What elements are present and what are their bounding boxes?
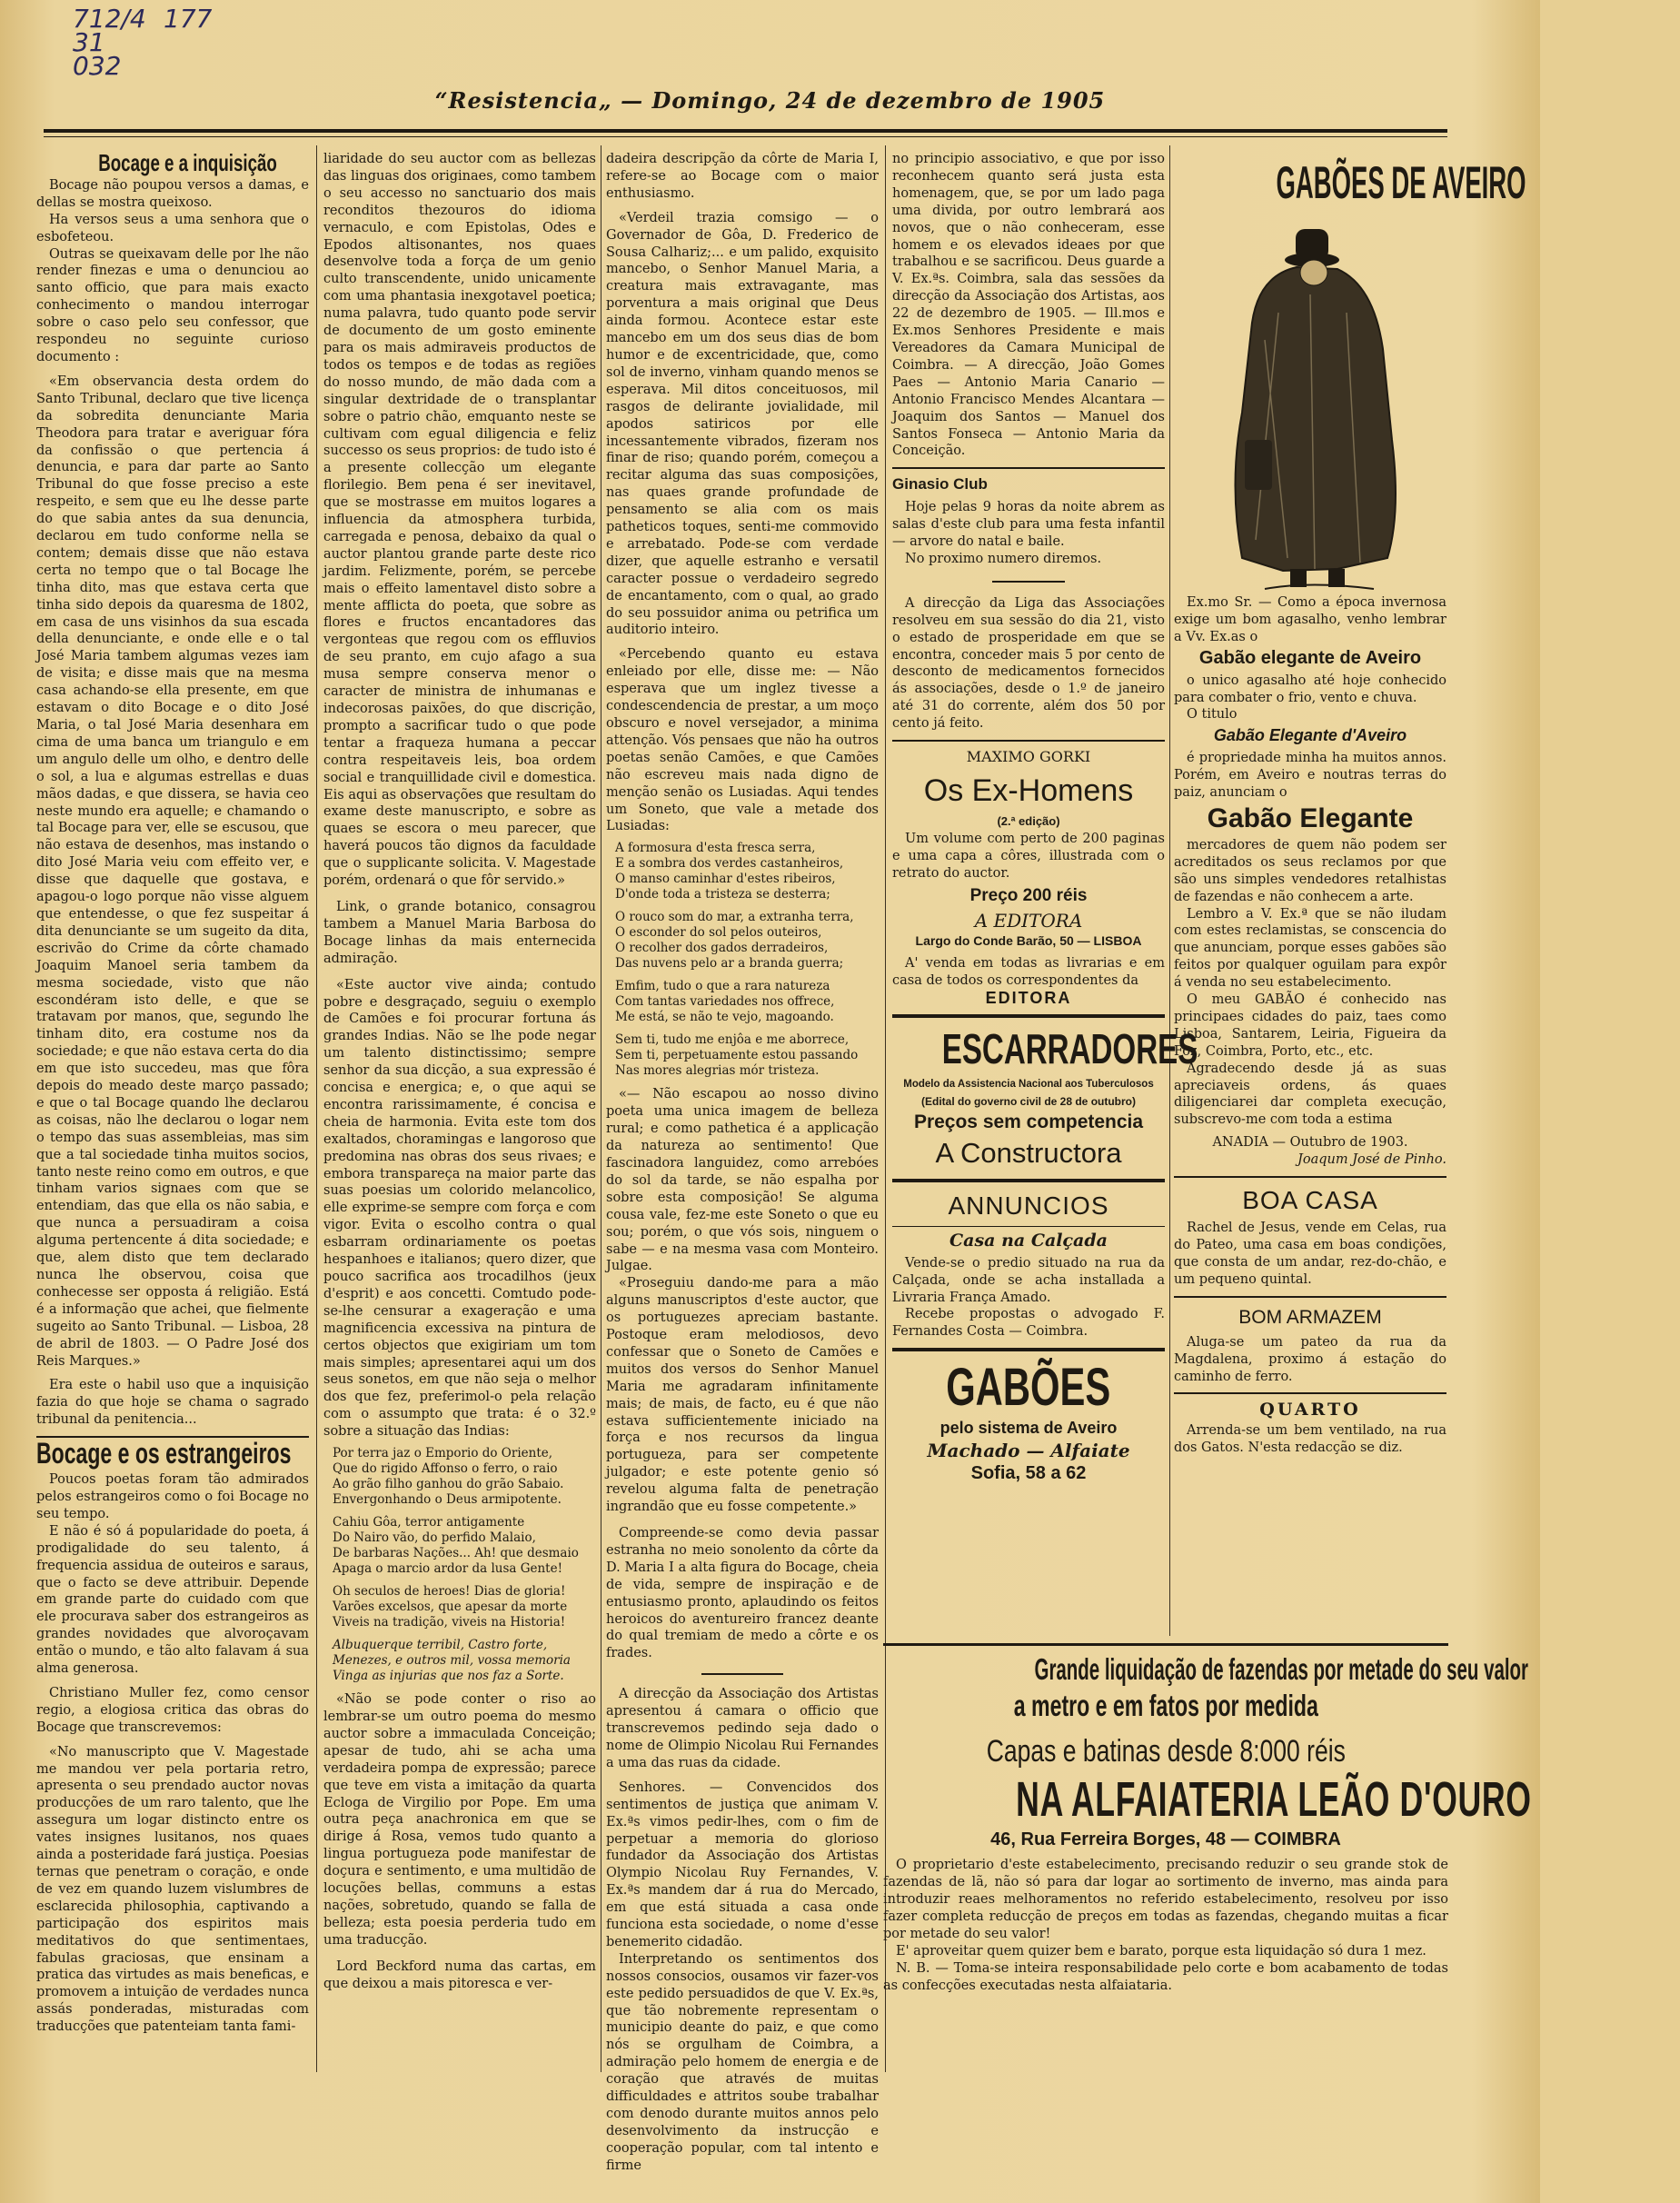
- verse-line: Por terra jaz o Emporio do Oriente,: [333, 1446, 553, 1461]
- verse-line: A formosura d'esta fresca serra,: [615, 841, 816, 856]
- ad-subtitle: Gabão Elegante d'Aveiro: [1213, 726, 1407, 745]
- ad-offer: Capas e batinas desde 8:000 réis: [986, 1734, 1346, 1769]
- paragraph: mercadores de quem não podem ser acreditados os seus reclamos por que são uns simples vendedores retalhistas de fazendas e não conhecem a arte.: [1174, 837, 1446, 904]
- separator: [1174, 1176, 1446, 1178]
- paragraph: Um volume com perto de 200 paginas e uma capa a côres, illustrada com o retrato do auctor.: [892, 831, 1165, 881]
- archive-note-line: 31: [73, 27, 105, 57]
- paragraph: «— Não escapou ao nosso divino poeta uma unica imagem de belleza rural; e como pathetica é a applicação da natureza ao sentimento! Que fascinadora languidez, como arrebóes do sol da tarde, se não espalha por sobre esta composição! Se alguma cousa vale, fez-me este Soneto o que eu sou; porém, o que vós sois, ninguem o sabe — e na mesma vasa com Monteiro. Julgae.: [606, 1087, 879, 1274]
- paragraph: Vende-se o predio situado na rua da Calçada, onde se acha installada a Livraria França Amado.: [892, 1255, 1165, 1305]
- ad-subtitle: Modelo da Assistencia Nacional aos Tuberculosos: [903, 1079, 1154, 1091]
- sonnet: [333, 1446, 596, 1684]
- paragraph: Link, o grande botanico, consagrou tambem a Manuel Maria Barbosa do Bocage linhas da mais enternecida admiração.: [323, 899, 596, 966]
- ad-author: MAXIMO GORKI: [966, 748, 1091, 766]
- paragraph: Rachel de Jesus, vende em Celas, rua do Pateo, uma casa em boas condições, que consta de um andar, rez-do-chão, e um pequeno quintal.: [1174, 1221, 1446, 1287]
- paragraph: «No manuscripto que V. Magestade me mandou ver pela portaria retro, apresenta o seu prendado auctor novas producções de um raro talento, que lhe assegura um logar distincto entre os vates insignes lusitanos, nos quaes ainda a posteridade fará justiça. Poesias ternas que penetram o coração, e onde de vez em quando luzem vislumbres de esclarecida philosophia, captivando a participação dos espiritos mais meditativos do que sentimentaes, fabulas graciosas, que ensinam a pratica das virtudes as mais beneficas, e promovem a intuição de verdades nunca assás ponderadas, misturadas com traducções que patenteiam tanta fami-: [36, 1744, 309, 2035]
- paragraph: Outras se queixavam delle por lhe não render finezas e uma o denunciou ao santo officio, que para mais exacto conhecimento o mandou interrogar sobre o caso pelo seu confessor, que respondeu no seguinte curioso documento :: [36, 246, 309, 364]
- ad-title: BOA CASA: [1242, 1186, 1378, 1215]
- ad-edition: (2.ª edição): [997, 814, 1060, 828]
- paragraph: Arrenda-se um bem ventilado, na rua dos Gatos. N'esta redacção se diz.: [1174, 1423, 1446, 1456]
- ad-subtitle: pelo sistema de Aveiro: [939, 1419, 1118, 1438]
- ad-date: ANADIA — Outubro de 1903.: [1212, 1135, 1408, 1151]
- archive-note-line: 177: [164, 4, 213, 34]
- verse-line: D'onde toda a tristeza se desterra;: [615, 887, 830, 902]
- verse-line: Com tantas variedades nos offrece,: [615, 994, 835, 1010]
- ad-price: Preço 200 réis: [969, 885, 1088, 905]
- stanza: [333, 1446, 596, 1508]
- ad-publisher: A EDITORA: [974, 909, 1083, 932]
- paragraph: Lembro a V. Ex.ª que se não iludam com estes reclamistas, se conscencia do que anunciam, porque esses gabões são feitos por qualquer oguilam para expôr á venda no seu estabelecimento.: [1174, 906, 1446, 991]
- paragraph: Senhores. — Convencidos dos sentimentos de justiça que animam V. Ex.ªs vimos pedir-lhes, com o fim de perpetuar a memoria do glorioso fundador da Associação dos Artistas Olympio Nicolau Ruy Fernandes, V. Ex.ªs mandem dar á rua do Mercado, em que está situada a casa onde funciona esta sociedade, o nome d'esse benemerito cidadão.: [606, 1779, 879, 1949]
- column-2: [323, 151, 596, 2068]
- verse-line: Envergonhando o Deus armipotente.: [333, 1492, 562, 1508]
- ad-title: GABÕES DE AVEIRO: [1276, 157, 1526, 208]
- paragraph: Bocage não poupou versos a damas, e dellas se mostra queixoso.: [36, 177, 309, 210]
- verse-line: Vinga as injurias que nos faz a Sorte.: [333, 1669, 564, 1684]
- article-title: Bocage e os estrangeiros: [36, 1437, 292, 1470]
- verse-line: E a sombra dos verdes castanheiros,: [615, 856, 844, 872]
- ad-headline: a metro e em fatos por medida: [1013, 1689, 1318, 1722]
- paragraph: «Proseguiu dando-me para a mão alguns manuscriptos d'este auctor, que os portuguezes apreciam bastante. Postoque eram melodiosos, devo confessar que o Soneto de Camões e muitos dos versos do Senhor Manuel Maria me agradaram infinitamente mais; de mais, de facto, eu é que não estava sufficientemente iniciado na força e nos recursos da lingua portugueza, para ser competente julgador; e este potente genio só revelou alguma falta de penetração ingrandão que eu fosse competente.»: [606, 1276, 879, 1515]
- column-divider: [316, 145, 317, 2072]
- separator: [892, 1014, 1165, 1018]
- paragraph: E não é só á popularidade do poeta, á prodigalidade do seu talento, á frequencia assidua de outeiros e saraus, que o facto se deve attribuir. Depende em grande parte do cuidado com que ele procurava saber dos estrangeiros as grandes novidades que alvoroçavam então o mundo, e tão alto falavam á sua alma generosa.: [36, 1523, 309, 1677]
- verse-line: Varões excelsos, que apesar da morte: [333, 1600, 568, 1615]
- paragraph: Agradecendo desde já as suas apreciaveis ordens, ás quaes diligenciarei dar completa execução, subscrevo-me com toda a estima: [1174, 1061, 1446, 1128]
- paragraph: Aluga-se um pateo da rua da Magdalena, proximo á estação do caminho de ferro.: [1174, 1334, 1446, 1384]
- stanza: [615, 910, 879, 972]
- ad-publisher-name: EDITORA: [985, 989, 1072, 1008]
- man-in-cloak-illustration: [1201, 213, 1419, 594]
- paragraph: A' venda em todas as livrarias e em casa de todos os correspondentes da: [892, 956, 1165, 989]
- verse-line: Emfim, tudo o que a rara natureza: [615, 979, 830, 994]
- ad-subtitle: Gabão elegante de Aveiro: [1198, 647, 1422, 668]
- paragraph: no principio associativo, e que por isso reconhecem quanto será justa esta homenagem, que, se por um lado paga uma divida, por outro lembrará aos novos, que o não conheceram, esse homem e os elevados ideaes por que trabalhou e se sacrificou. Deus guarde a V. Ex.ªs. Coimbra, sala das sessões da direcção da Associação dos Artistas, aos 22 de dezembro de 1905. — Ill.mos e Ex.mos Senhores Presidente e mais Vereadores da Camara Municipal de Coimbra. — A direcção, João Gomes Paes — Antonio Maria Canario — Antonio Francisco Mendes Alcantara — Joaquim dos Santos — Manuel dos Santos Fonseca — Antonio Maria da Conceição.: [892, 152, 1165, 459]
- paragraph: Recebe propostas o advogado F. Fernandes Costa — Coimbra.: [892, 1307, 1165, 1340]
- stanza: [615, 1032, 879, 1079]
- ad-address: Sofia, 58 a 62: [970, 1463, 1087, 1484]
- sonnet: [615, 841, 879, 1079]
- handwritten-archive-note: [73, 4, 213, 81]
- separator: [892, 1348, 1165, 1351]
- ad-title: BOM ARMAZEM: [1238, 1306, 1382, 1328]
- ad-subtitle: Gabão Elegante: [1207, 802, 1414, 833]
- archive-note-line: 032: [73, 51, 122, 81]
- paragraph: Ex.mo Sr. — Como a época invernosa exige um bom agasalho, venho lembrar a Vv. Ex.as o: [1174, 595, 1446, 644]
- paragraph: A direcção da Liga das Associações resolveu em sua sessão do dia 21, visto o estado de prosperidade em que se encontra, conceder mais 5 por cento de desconto de medicamentos fornecidos ás associações, desde o 1.º de janeiro até 31 do corrente, além dos 50 por cento já feito.: [892, 595, 1165, 732]
- ad-signature: Joaqum José de Pinho.: [1297, 1152, 1446, 1168]
- verse-line: Sem ti, perpetuamente estou passando: [615, 1048, 859, 1063]
- paragraph: Christiano Muller fez, como censor regio, a elogiosa critica das obras do Bocage que transcrevemos:: [36, 1685, 309, 1735]
- paragraph: E' aproveitar quem quizer bem e barato, porque esta liquidação só dura 1 mez.: [896, 1944, 1427, 1959]
- paragraph: O meu GABÃO é conhecido nas principaes cidades do paiz, taes como Lisboa, Santarem, Leiria, Figueira da Foz, Coimbra, Porto, etc., etc.: [1174, 992, 1446, 1059]
- ad-headline: Grande liquidação de fazendas por metade do seu valor: [1034, 1652, 1529, 1686]
- separator: [892, 740, 1165, 742]
- stanza: [615, 841, 879, 902]
- paragraph: A direcção da Associação dos Artistas apresentou á camara o officio que transcrevemos pedindo seja dado o nome de Olimpio Nicolau Rui Fernandes a uma das ruas da cidade.: [606, 1687, 879, 1770]
- column-1: [36, 151, 309, 2068]
- article-title: Bocage e a inquisição: [98, 149, 277, 176]
- verse-line: O recolher dos gados derradeiros,: [615, 941, 829, 956]
- paragraph: Era este o habil uso que a inquisição fazia do que hoje se chama o sagrado tribunal da penitencia...: [36, 1378, 309, 1428]
- ad-maker: Machado — Alfaiate: [927, 1440, 1130, 1462]
- verse-line: Menezes, e outros mil, vossa memoria: [333, 1653, 571, 1669]
- ad-title: GABÕES: [946, 1358, 1111, 1418]
- paragraph: O titulo: [1187, 707, 1238, 723]
- ad-address: 46, Rua Ferreira Borges, 48 — COIMBRA: [990, 1829, 1341, 1849]
- verse-line: O esconder do sol pelos outeiros,: [615, 925, 822, 941]
- verse-line: De barbaras Nações... Ah! que desmaio: [333, 1546, 579, 1561]
- column-3: [606, 151, 879, 2173]
- archive-note-line: 712/4: [73, 4, 146, 34]
- paragraph: dadeira descripção da côrte de Maria I, refere-se ao Bocage com o maior enthusiasmo.: [606, 152, 879, 201]
- verse-line: Viveis na tradição, viveis na Historia!: [333, 1615, 566, 1630]
- paragraph: «Este auctor vive ainda; contudo pobre e desgraçado, seguiu o exemplo de Camões e foi procurar fortuna ás grandes Indias. Não se lhe pode negar um talento distinctissimo; sempre senhor da sua dicção, a sua expressão é concisa e energica; e, o que aqui se encontra rarissimamente, é concisa e cheia de harmonia. Evita este tom dos exaltados, choramingas e langoroso que predomina nas obras dos seus rivaes; e embora transpareça na maior parte das suas poesias um colorido melancolico, elle exprime-se sempre com força e com vigor. Evita o escolho contra o qual esbarram ordinariamente os poetas hespanhoes e italianos; quero dizer, que pouco sacrifica aos trocadilhos (jeux d'esprit) e aos concetti. Comtudo pode-se-lhe censurar a exageração e uma magnificencia excessiva na pintura de certos objectos que exigiriam um tom mais simples; apresentarei aqui um dos seus sonetos, em que não seja o melhor dos que fez, preferimol-o pela relação com o assumpto que trata: é o 32.º sobre a situação das Indias:: [323, 977, 596, 1440]
- paragraph: «Verdeil trazia comsigo — o Governador de Gôa, D. Frederico de Sousa Calhariz;... e um palido, exquisito mancebo, o Senhor Manuel Maria, a creatura mais extravagante, mas porventura a mais original que Deus ainda formou. Acontece estar este mancebo em um dos seus dias de bom humor e de excentricidade, que, como sol de inverno, vinham quando menos se esperava. Mil ditos conceituosos, mil rasgos de delirante jovialidade, mil apodos satiricos por elle incessantemente vibrados, fizeram nos finar de riso; quando porém, começou a recitar alguma das suas composições, nas quaes grande profundade de pensamento se alia com os mais patheticos toques, senti-me commovido e arrebatado. Pode-se com verdade dizer, que aquelle estranho e versatil caracter possue o verdadeiro segredo de encantamento, com o qual, ao grado do seu possuidor anima ou petrifica um auditorio inteiro.: [606, 210, 879, 638]
- paragraph: Compreende-se como devia passar estranha no meio sonolento da côrte da D. Maria I a alta figura do Bocage, cheia de vida, sempre de inspiração e de entusiasmo pronto, aplaudindo os feitos heroicos do aventureiro francez deante do qual tremiam de medo a côrte e os frades.: [606, 1526, 879, 1661]
- ad-store: A Constructora: [935, 1136, 1122, 1169]
- section-title: Ginasio Club: [892, 475, 988, 493]
- paragraph: Poucos poetas foram tão admirados pelos estrangeiros como o foi Bocage no seu tempo.: [36, 1472, 309, 1521]
- separator: [892, 1226, 1165, 1227]
- stanza: [333, 1515, 596, 1577]
- separator: [892, 1179, 1165, 1182]
- paragraph: é propriedade minha ha muitos annos. Porém, em Aveiro e noutras terras do paiz, anunciam o: [1174, 751, 1446, 801]
- stanza: [333, 1638, 596, 1684]
- verse-line: Das nuvens pelo ar a branda guerra;: [615, 956, 844, 972]
- paragraph: N. B. — Toma-se inteira responsabilidade pelo corte e bom acabamento de todas as confecções executadas nesta alfaiataria.: [883, 1961, 1448, 1993]
- header-rule: [44, 129, 1447, 133]
- ad-title: QUARTO: [1259, 1400, 1361, 1420]
- paragraph: «Percebendo quanto eu estava enleiado por elle, disse me: — Não esperava que um inglez tivesse a condescendencia de prestar, a um moço obscuro e novel versejador, a minima attenção. Vós pensaes que não ha outros poetas senão Camões, e que Camões não escreveu mais nada digno de menção senão os Lusiadas. Aqui tendes um Soneto, que vale a metade dos Lusiadas:: [606, 647, 879, 834]
- verse-line: Que do rigido Affonso o ferro, o raio: [333, 1461, 558, 1477]
- ad-price: Preços sem competencia: [913, 1111, 1144, 1132]
- separator: [883, 1643, 1448, 1646]
- alfaiateria-advertisement: [883, 1643, 1532, 1995]
- stanza: [333, 1584, 596, 1630]
- paragraph: O proprietario d'este estabelecimento, precisando reduzir o seu grande stok de fazendas de lã, não só para dar logar ao sortimento de inverno, mas ainda para introduzir reaes melhoramentos no referido estabelecimento, resolveu por isso fazer completa reducção de preços em todas as fazendas, chegando muitas a ficar por metade do seu valor!: [883, 1858, 1448, 1941]
- ad-store-name: NA ALFAIATERIA LEÃO D'OURO: [1016, 1772, 1532, 1827]
- page-header: “Resistencia„ — Domingo, 24 de dezembro de 1905: [434, 87, 1106, 114]
- paragraph: Interpretando os sentimentos dos nossos consocios, ousamos vir fazer-vos este pedido persuadidos de que V. Ex.ªs, que tão nobremente representam o municipio deante do paiz, e que como nós se orgulham de Coimbra, a admiração pelo homem de energia e de coração que através de muitas difficuldades e attritos soube trabalhar com denodo durante muitos annos pelo desenvolvimento da instrucção e cooperação popular, com tal intento e firme: [606, 1951, 879, 2173]
- verse-line: O rouco som do mar, a extranha terra,: [615, 910, 854, 925]
- separator: [892, 467, 1165, 469]
- verse-line: Ao grão filho ganhou do grão Sabaio.: [333, 1477, 564, 1492]
- verse-line: Nas mores alegrias mór tristeza.: [615, 1063, 820, 1079]
- ad-title: Casa na Calçada: [949, 1230, 1108, 1251]
- separator: [992, 581, 1065, 583]
- paragraph: Lord Beckford numa das cartas, em que deixou a mais pitoresca e ver-: [323, 1959, 596, 1991]
- section-title: ANNUNCIOS: [948, 1191, 1109, 1220]
- ad-book-title: Os Ex-Homens: [923, 773, 1134, 808]
- verse-line: Cahiu Gôa, terror antigamente: [333, 1515, 525, 1530]
- separator: [701, 1673, 783, 1675]
- verse-line: O manso caminhar d'estes ribeiros,: [615, 872, 836, 887]
- paragraph: «Não se pode conter o riso ao lembrar-se um outro poema do mesmo auctor sobre a immaculada Conceição; apesar de tudo, ahi se acha uma verdadeira pompa de expressão; parece que teve em vista a imitação da quarta Ecloga de Virgilio por Pope. Em uma outra peça anachronica em que se dirige á Rosa, vemos tudo quanto a lingua portugueza pode manifestar de doçura e sentimento, e uma multidão de locuções bellas, communs a estas nações, sobretudo, quando se falla de belleza; esta poesia perderia tudo em uma traducção.: [323, 1692, 596, 1948]
- ad-subtitle: (Edital do governo civil de 28 de outubro): [920, 1094, 1137, 1108]
- paragraph: No proximo numero diremos.: [905, 551, 1102, 566]
- column-divider: [1169, 145, 1170, 1636]
- header-rule-thin: [44, 136, 1447, 137]
- separator: [1174, 1296, 1446, 1298]
- verse-line: Albuquerque terribil, Castro forte,: [333, 1638, 548, 1653]
- paragraph: o unico agasalho até hoje conhecido para combater o frio, vento e chuva.: [1174, 673, 1446, 705]
- separator: [1174, 1392, 1446, 1394]
- stanza: [615, 979, 879, 1025]
- ad-title: ESCARRADORES: [941, 1025, 1198, 1073]
- ad-address: Largo do Conde Barão, 50 — LISBOA: [915, 933, 1142, 949]
- paragraph: «Em observancia desta ordem do Santo Tribunal, declaro que tive licença da sobredita denunciante Maria Theodora para tratar e averiguar fóra da confissão o que pertencia á denuncia, e para dar parte ao Santo Tribunal do que fosse preciso a este respeito, e sem que eu lhe desse parte do que sabia antes da sua denuncia, declarou em tudo conforme nella se contem; demais disse que não estava certa no tempo que o tal Bocage lhe tinha dito, mas que estava certa que tinha sido depois da quaresma de 1802, em casa de uns visinhos da sua escada della denunciante, e onde elle e o tal José Maria tambem algumas vezes iam de visita; e disse mais que na mesma casa achando-se ella presente, em que estavam o dito Bocage e o dito José Maria, o tal José Maria desenhara em cima de uma banca um triangulo e em um angulo delle um olho, e dentro delle o sol, a lua e algumas estrellas e duas mãos dadas, e que dissera, se havia ceo neste mundo era aquelle; e chamando o tal Bocage para ver, elle se escusou, que não estava de desenhos, mas instando o dito José Maria veiu com effeito ver, e disse que daquelle que gostava, e apagou-o logo porque não visse alguem que entendesse, o que fez suspeitar á dita denunciante se um sugeito da dita, escrivão do Crime da côrte chamado Joaquim Manoel seria tambem da mesma sociedade, visto que não escondéram isto delle, e que se tratavam por manos, que, segundo lhe tinham dito, era costume nos da sociedade; e que não estava certa do dia em que isto succedeu, mas que fôra depois do meado deste março passado; e que o tal Bocage quando lhe declarou as coisas, não lhe declarou o logar nem o tempo das suas assembleias, mas sim que a tal sociedade tinha muitos socios, tanto neste reino como em outros, e que tinham varios signaes com que se entendiam, das que ella os não sabia, e que nunca a persuadiram a coisa alguma pertencente á dita sociedade; e que, alem disto que tem declarado nunca lhe observou, coisa que conhecesse ser opposta á religião. Está é a informação que achei, que fielmente sugeito ao Santo Tribunal. — Lisboa, 28 de abril de 1803. — O Padre José dos Reis Marques.»: [36, 374, 309, 1369]
- paragraph: Hoje pelas 9 horas da noite abrem as salas d'este club para uma festa infantil — arvore do natal e baile.: [892, 500, 1165, 550]
- verse-line: Sem ti, tudo me enjôa e me aborrece,: [615, 1032, 850, 1048]
- paragraph: Ha versos seus a uma senhora que o esbofeteou.: [36, 212, 309, 244]
- verse-line: Me está, se não te vejo, magoando.: [615, 1010, 834, 1025]
- verse-line: Do Nairo vão, do perfido Malaio,: [333, 1530, 536, 1546]
- verse-line: Oh seculos de heroes! Dias de gloria!: [333, 1584, 566, 1600]
- verse-line: Apaga o marcio ardor da lusa Gente!: [333, 1561, 563, 1577]
- paragraph: liaridade do seu auctor com as bellezas das linguas dos originaes, como tambem o seu accesso no sanctuario dos mais reconditos thezouros do idioma vernaculo, e com Epistolas, Odes e Epodos altisonantes, nos quaes desenvolve toda a força de um genio culto transcendente, unido unicamente com uma phantasia inexgotavel poetica; numa palavra, tudo quanto pode servir de documento de um gosto eminente para os mais admiraveis productos de todos os tempos e de todas as regiões do nosso mundo, de mão dada com a singular dextridade de o transplantar sobre o patrio chão, emquanto neste se cultivam com egual diligencia e feliz successo os seus proprios: de tudo isto é a presente collecção um elegante florilegio. Bem pena é ser inevitavel, que se mostrasse em muitos logares a influencia da atmosphera turbida, carregada e penosa, debaixo da qual o auctor plantou grande parte deste rico jardim. Felizmente, porém, se percebe mais o effeito lamentavel disto sobre a mente afflicta do poeta, que sobre as flores e fructos encantadores das vergonteas que regou com os effluvios de seu pranto, em cujo afago a sua musa sempre conserva menor o caracter de ministra de inhumanas e indecorosas paixões, do que discrição, prompto a sacrificar tudo o que pode tentar a fraqueza humana a peccar contra respeitaveis leis, boa ordem social e tranquillidade civil e domestica. Eis aqui as observações que resultam do exame deste manuscripto, e sobre as quaes se escora o meu parecer, que haverá poucos tão dignos da faculdade que o supplicante solicita. V. Magestade porém, ordenará o que fôr servido.»: [323, 152, 596, 889]
